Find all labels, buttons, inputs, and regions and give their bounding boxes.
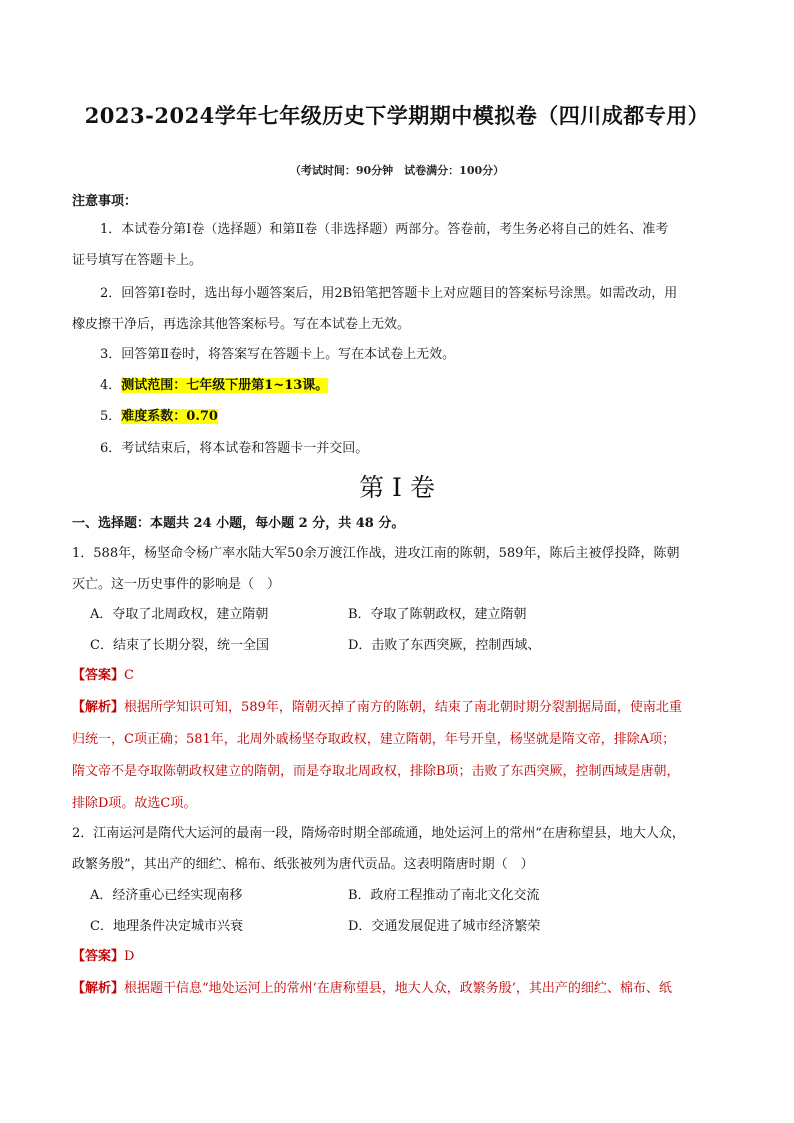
notice-3: 3．回答第Ⅱ卷时，将答案写在答题卡上。写在本试卷上无效。 (100, 347, 456, 362)
q1-analysis-tag: 【解析】 (72, 700, 125, 715)
notice-1-line-1: 1．本试卷分第Ⅰ卷（选择题）和第Ⅱ卷（非选择题）两部分。答卷前，考生务必将自己的姓名、准考 (100, 222, 669, 237)
q2-answer-tag: 【答案】 (72, 949, 125, 964)
q2-option-c: C．地理条件决定城市兴衰 (90, 919, 243, 934)
notice-heading: 注意事项： (72, 194, 138, 209)
notice-4 (100, 376, 328, 396)
q1-analysis-text-1: 根据所学知识可知，589年，隋朝灭掉了南方的陈朝，结束了南北朝时期分裂割据局面，使南北重 (124, 700, 682, 715)
notice-6: 6．考试结束后，将本试卷和答题卡一并交回。 (100, 441, 369, 456)
q2-stem-line-2: 政繁务殷”，其出产的细纻、棉布、纸张被列为唐代贡品。这表明隋唐时期（ ） (72, 857, 534, 872)
q1-answer-tag: 【答案】 (72, 668, 125, 683)
part-heading: 第 I 卷 (359, 473, 435, 502)
notice-2-line-1: 2．回答第Ⅰ卷时，选出每小题答案后，用2B铅笔把答题卡上对应题目的答案标号涂黑。如需改动，用 (100, 286, 678, 301)
notice-5 (100, 407, 218, 427)
q2-option-d: D．交通发展促进了城市经济繁荣 (348, 919, 541, 934)
notice-1-line-2: 证号填写在答题卡上。 (72, 253, 203, 268)
q2-analysis-line-1 (72, 979, 672, 999)
notice-5-highlight: 难度系数：0.70 (121, 409, 218, 424)
q1-option-b: B．夺取了陈朝政权，建立隋朝 (348, 607, 527, 622)
q2-option-a: A．经济重心已经实现南移 (90, 888, 243, 903)
q1-stem-line-1: 1．588年，杨坚命令杨广率水陆大军50余万渡江作战，进攻江南的陈朝，589年，陈后主被俘投降，陈朝 (72, 546, 680, 561)
q1-option-d: D．击败了东西突厥，控制西域、 (348, 638, 541, 653)
q1-option-a: A．夺取了北周政权，建立隋朝 (90, 607, 269, 622)
q1-option-c: C．结束了长期分裂，统一全国 (90, 638, 269, 653)
section-heading: 一、选择题：本题共 24 小题，每小题 2 分，共 48 分。 (72, 516, 405, 531)
q1-analysis-line-3: 隋文帝不是夺取陈朝政权建立的隋朝，而是夺取北周政权，排除B项；击败了东西突厥，控制西域是唐朝， (72, 764, 680, 779)
q1-analysis-line-2: 归统一，C项正确；581年，北周外戚杨坚夺取政权，建立隋朝，年号开皇，杨坚就是隋文帝，排除A项； (72, 732, 676, 747)
q2-answer (72, 947, 134, 967)
q1-analysis-line-1 (72, 698, 682, 718)
q1-answer-value: C (124, 668, 134, 683)
q2-analysis-text-1: 根据题干信息“地处运河上的常州‘在唐称望县，地大人众，政繁务殷’，其出产的细纻、棉布、纸 (124, 981, 672, 996)
q1-stem-line-2: 灭亡。这一历史事件的影响是（ ） (72, 577, 281, 592)
exam-subtitle: （考试时间：90分钟 试卷满分：100分） (289, 164, 505, 177)
q2-analysis-tag: 【解析】 (72, 981, 125, 996)
q1-analysis-line-4: 排除D项。故选C项。 (72, 796, 197, 811)
exam-title: 2023-2024学年七年级历史下学期期中模拟卷（四川成都专用） (84, 103, 710, 128)
q2-stem-line-1: 2．江南运河是隋代大运河的最南一段，隋炀帝时期全部疏通，地处运河上的常州“在唐称望县，地大人众， (72, 826, 685, 841)
q2-option-b: B．政府工程推动了南北文化交流 (348, 888, 540, 903)
q2-answer-value: D (124, 949, 135, 964)
notice-4-number: 4． (100, 378, 122, 393)
q1-answer (72, 666, 134, 686)
notice-5-number: 5． (100, 409, 122, 424)
notice-2-line-2: 橡皮擦干净后，再选涂其他答案标号。写在本试卷上无效。 (72, 317, 411, 332)
notice-4-highlight: 测试范围：七年级下册第1~13课。 (121, 378, 329, 393)
